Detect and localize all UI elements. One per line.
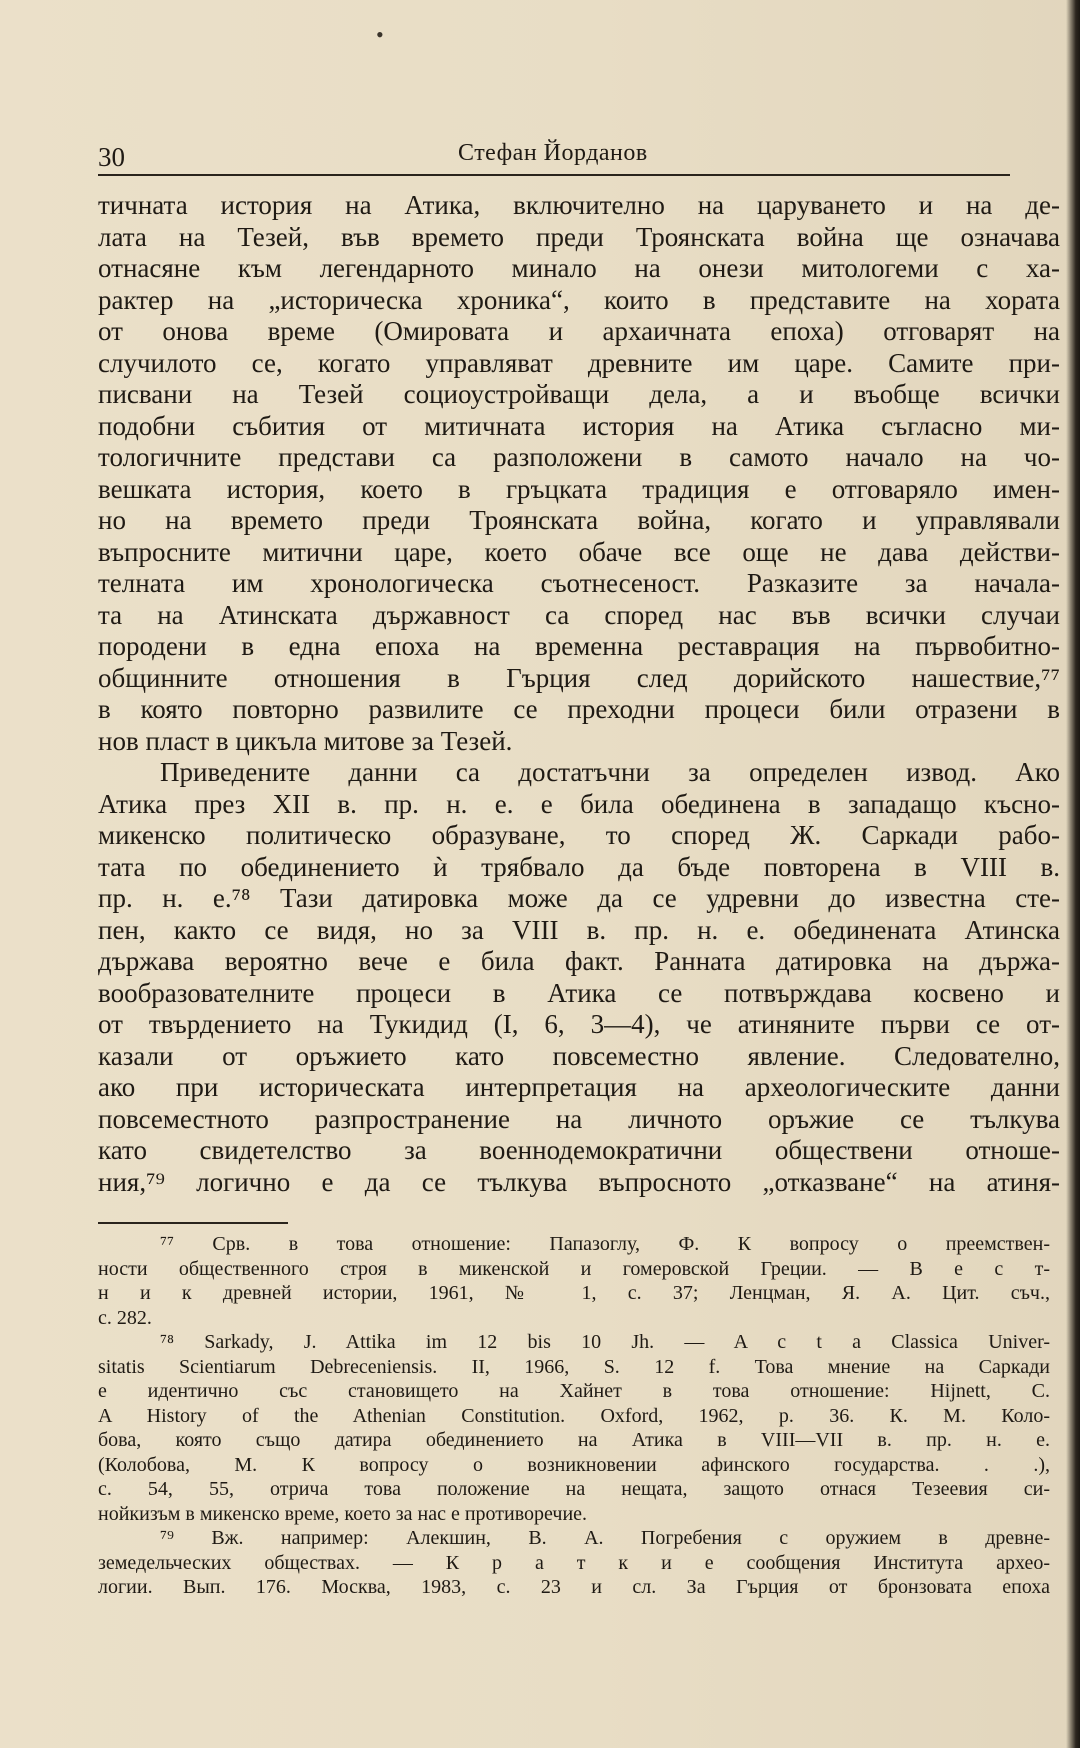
footnote-79-line: земедельческих обществах. — К р а т к и е сообщения Института архео- [98,1551,1050,1574]
footnote-78-line: ⁷⁸ Sarkady, J. Attika im 12 bis 10 Jh. — A c t a Classica Univer- [160,1331,1050,1353]
running-head [98,134,958,174]
footnote-78-line: нойкизъм в микенско време, което за нас е противоречие. [98,1502,588,1525]
body-line: Атика през XII в. пр. н. е. е била обединена в западащо късно- [98,788,1060,819]
page-edge-shadow [1066,0,1080,1748]
body-line: но на времето преди Троянската война, когато и управлявали [98,505,1060,535]
footnote-78-line: е идентично със становището на Хайнет в това отношение: Hijnett, C. [98,1380,1050,1402]
footnote-77-line: ности общественного строя в микенской и гомеровской Греции. — В е с т- [98,1257,1050,1280]
body-line: породени в една епоха на временна реставрация на първобитно- [98,631,1060,661]
body-line: тата по обединението ѝ трябвало да бъде повторена в VIII в. [98,851,1060,882]
body-line: пр. н. е.⁷⁸ Тази датировка може да се удревни до известна сте- [98,883,1060,913]
body-line: ако при историческата интерпретация на археологическите данни [98,1072,1060,1102]
header-author: Стефан Йорданов [458,140,648,166]
page-number: 30 [98,142,125,172]
footnote-rule [98,1222,288,1224]
body-text [98,190,1060,1198]
body-line: подобни събития от митичната история на Атика съгласно ми- [98,410,1060,441]
body-line: въпросните митични царе, което обаче все още не дава действи- [98,536,1060,567]
body-line: телната им хронологическа съотнесеност. Разказите за начала- [98,568,1060,598]
footnote-79-line: логии. Вып. 176. Москва, 1983, с. 23 и сл. За Гърция от бронзовата епоха [98,1576,1050,1598]
body-line: рактер на „историческа хроника“, които в представите на хората [98,284,1060,315]
footnote-78-line: sitatis Scientiarum Debreceniensis. II, 1966, S. 12 f. Това мнение на Саркади [98,1355,1050,1378]
body-line: от твърдението на Тукидид (I, 6, 3—4), че атиняните първи се от- [98,1009,1060,1039]
body-line: повсеместното разпространение на личното оръжие се тълкува [98,1103,1060,1134]
body-line: пен, както се видя, но за VIII в. пр. н. е. обединената Атинска [98,914,1060,945]
body-line: случилото се, когато управляват древните им царе. Самите при- [98,347,1060,378]
body-line: нов пласт в цикъла митове за Тезей. [98,725,513,756]
footnote-78-line: бова, която също датира обединението на Атика в VIII—VII в. пр. н. е. [98,1429,1050,1451]
print-mark: • [376,22,384,47]
body-line: та на Атинската държавност са според нас във всички случаи [98,599,1060,630]
footnote-77-line: ⁷⁷ Срв. в това отношение: Папазоглу, Ф. К вопросу о преемствен- [160,1233,1050,1255]
body-line: микенско политическо образуване, то според Ж. Саркади рабо- [98,820,1060,850]
footnote-78-line: (Колобова, М. К вопросу о возникновении афинского государства. . .), [98,1453,1050,1476]
body-line: казали от оръжието като повсеместно явление. Следователно, [98,1040,1060,1071]
footnote-77-line: с. 282. [98,1306,152,1329]
body-line: писвани на Тезей социоустройващи дела, а и въобще всички [98,379,1060,409]
body-line: лата на Тезей, във времето преди Троянската война ще означава [98,221,1060,252]
body-line: като свидетелство за военнодемократични обществени отноше- [98,1135,1060,1165]
body-line: от онова време (Омировата и архаичната епоха) отговарят на [98,316,1060,346]
footnote-77-line: н и к древней истории, 1961, № 1, с. 37; Ленцман, Я. А. Цит. съч., [98,1282,1050,1304]
body-line: тичната история на Атика, включително на царуването и на де- [98,190,1060,220]
body-line: вообразователните процеси в Атика се потвърждава косвено и [98,977,1060,1008]
body-line: ния,⁷⁹ логично е да се тълкува въпросното „отказване“ на атиня- [98,1166,1060,1197]
body-line: държава вероятно вече е била факт. Ранната датировка на държа- [98,946,1060,976]
footnote-78-line: A History of the Athenian Constitution. Oxford, 1962, p. 36. К. М. Коло- [98,1404,1050,1427]
footnotes [98,1232,1050,1600]
paragraph-start-line: Приведените данни са достатъчни за определен извод. Ако [160,757,1060,787]
body-line: общинните отношения в Гърция след дорийското нашествие,⁷⁷ [98,662,1060,693]
footnote-78-line: с. 54, 55, отрича това положение на нещата, защото отнася Тезеевия си- [98,1478,1050,1500]
body-line: отнасяне към легендарното минало на онези митологеми с ха- [98,253,1060,283]
body-line: тологичните представи са разположени в самото начало на чо- [98,442,1060,472]
header-rule [98,174,1010,176]
body-line: в която повторно развилите се преходни процеси били отразени в [98,694,1060,724]
footnote-79-line: ⁷⁹ Вж. например: Алекшин, В. А. Погребения с оружием в древне- [160,1527,1050,1549]
body-line: вешката история, което в гръцката традиция е отговаряло имен- [98,473,1060,504]
